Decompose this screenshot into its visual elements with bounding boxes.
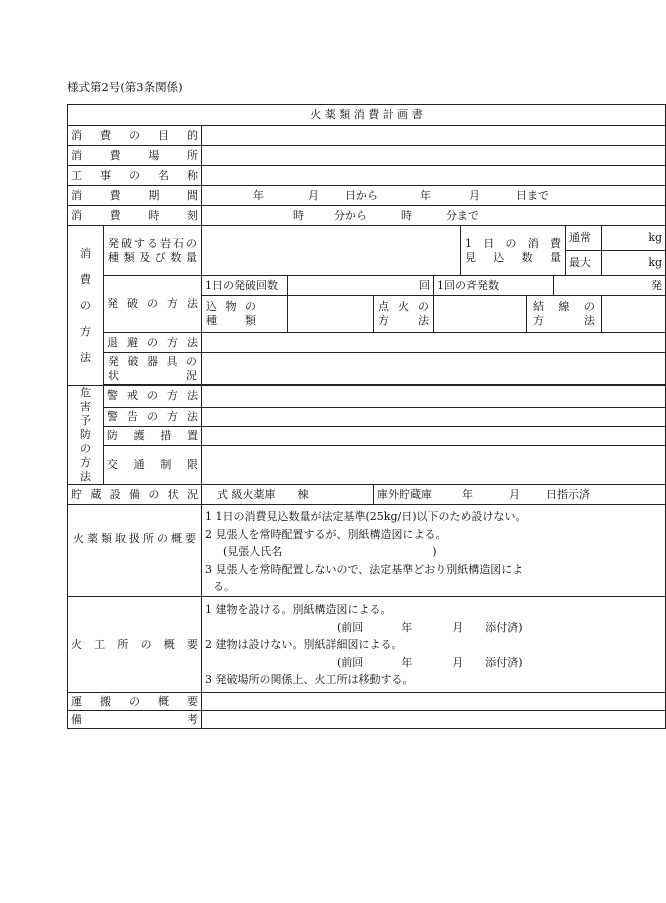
remarks-label: 備考 xyxy=(68,711,202,729)
estimate-label: 1日の消費 見込数量 xyxy=(461,226,566,276)
period-until: 日まで xyxy=(516,188,549,202)
storage-month: 月 xyxy=(509,487,520,501)
max-kg[interactable]: kg xyxy=(602,251,666,276)
handling-line-3: (見張人氏名 ) xyxy=(223,545,437,558)
normal-kg[interactable]: kg xyxy=(602,226,666,251)
handling-line-5: る。 xyxy=(213,580,235,593)
loaded-label: 込物の 種類 xyxy=(202,296,288,333)
traffic-field[interactable] xyxy=(202,446,666,485)
blast-method-label: 発破の方法 xyxy=(104,276,202,333)
place-label: 消費場所 xyxy=(68,146,202,166)
project-label: 工事の名称 xyxy=(68,166,202,186)
form-title: 火 薬 類 消 費 計 画 書 xyxy=(68,105,666,126)
purpose-field[interactable] xyxy=(202,126,666,146)
rock-field[interactable] xyxy=(202,226,461,276)
loaded-field[interactable] xyxy=(288,296,374,333)
storage-outside: 庫外貯蔵庫 xyxy=(377,487,432,501)
storage-type: 式 級火薬庫 xyxy=(217,487,276,501)
storage-outside-field[interactable] xyxy=(374,485,666,505)
transport-field[interactable] xyxy=(202,693,666,711)
time-from: 分から xyxy=(334,208,367,222)
period-year2: 年 xyxy=(420,188,431,202)
remarks-field[interactable] xyxy=(202,711,666,729)
storage-instruct: 日指示済 xyxy=(546,487,590,501)
fire-line-1: 1 建物を設ける。別紙構造図による。 xyxy=(205,603,392,616)
handling-line-4: 3 見張人を常時配置しないので、法定基準どおり別紙構造図によ xyxy=(205,562,524,576)
fire-field[interactable] xyxy=(202,597,666,693)
simul-label: 1回の斉発数 xyxy=(434,276,554,296)
rock-label: 発破する岩石の 種類及び数量 xyxy=(104,226,202,276)
ignite-field[interactable] xyxy=(434,296,527,333)
consumption-plan-table xyxy=(67,104,666,729)
fire-line-4: (前回 年 月 添付済) xyxy=(337,655,523,669)
guard-field[interactable] xyxy=(202,386,666,408)
daily-count-field[interactable]: 回 xyxy=(288,276,434,296)
ignite-label: 点火の 方法 xyxy=(374,296,434,333)
fire-label: 火工所の概要 xyxy=(68,597,202,693)
daily-count-label: 1日の発破回数 xyxy=(202,276,288,296)
time-hour: 時 xyxy=(293,208,304,222)
project-field[interactable] xyxy=(202,166,666,186)
max-label: 最大 xyxy=(566,251,602,276)
retreat-field[interactable] xyxy=(202,333,666,353)
warn-field[interactable] xyxy=(202,407,666,426)
handling-label: 火薬類取扱所の概要 xyxy=(68,505,202,597)
normal-label: 通常 xyxy=(566,226,602,251)
storage-label: 貯蔵設備の状況 xyxy=(68,485,202,505)
period-field[interactable] xyxy=(202,186,666,206)
storage-year: 年 xyxy=(462,487,473,501)
protect-field[interactable] xyxy=(202,426,666,445)
period-label: 消費期間 xyxy=(68,186,202,206)
period-month: 月 xyxy=(308,188,319,202)
traffic-label: 交通制限 xyxy=(104,446,202,485)
storage-unit: 棟 xyxy=(297,487,309,501)
handling-field[interactable] xyxy=(202,505,666,597)
hazard-section-label: 危 害 予 防 の 方 法 xyxy=(68,386,104,485)
guard-label: 警戒の方法 xyxy=(104,386,202,408)
place-field[interactable] xyxy=(202,146,666,166)
simul-field[interactable]: 発 xyxy=(554,276,666,296)
period-from: 日から xyxy=(345,188,378,202)
handling-line-1: 1 1日の消費見込数量が法定基準(25kg/日)以下のため設けない。 xyxy=(205,510,527,523)
time-hour2: 時 xyxy=(401,208,412,222)
purpose-label: 消費の目的 xyxy=(68,126,202,146)
retreat-label: 退避の方法 xyxy=(104,333,202,353)
time-until: 分まで xyxy=(446,208,479,222)
wire-label: 結線の 方法 xyxy=(527,296,602,333)
storage-type-field[interactable] xyxy=(202,485,374,505)
handling-line-2: 2 見張人を常時配置するが、別紙構造図による。 xyxy=(205,527,447,541)
wire-field[interactable] xyxy=(602,296,666,333)
time-field[interactable] xyxy=(202,206,666,226)
device-field[interactable] xyxy=(202,353,666,385)
transport-label: 運搬の概要 xyxy=(68,693,202,711)
period-year: 年 xyxy=(253,188,264,202)
form-label: 様式第2号(第3条関係) xyxy=(67,80,183,94)
method-section-label: 消 費 の 方 法 xyxy=(68,226,104,386)
fire-line-2: (前回 年 月 添付済) xyxy=(337,620,523,634)
period-month2: 月 xyxy=(469,188,480,202)
warn-label: 警告の方法 xyxy=(104,407,202,426)
time-label: 消費時刻 xyxy=(68,206,202,226)
device-label: 発破器具の 状況 xyxy=(104,353,202,385)
fire-line-5: 3 発破場所の関係上、火工所は移動する。 xyxy=(205,673,414,686)
protect-label: 防護措置 xyxy=(104,426,202,445)
fire-line-3: 2 建物は設けない。別紙詳細図による。 xyxy=(205,638,403,651)
